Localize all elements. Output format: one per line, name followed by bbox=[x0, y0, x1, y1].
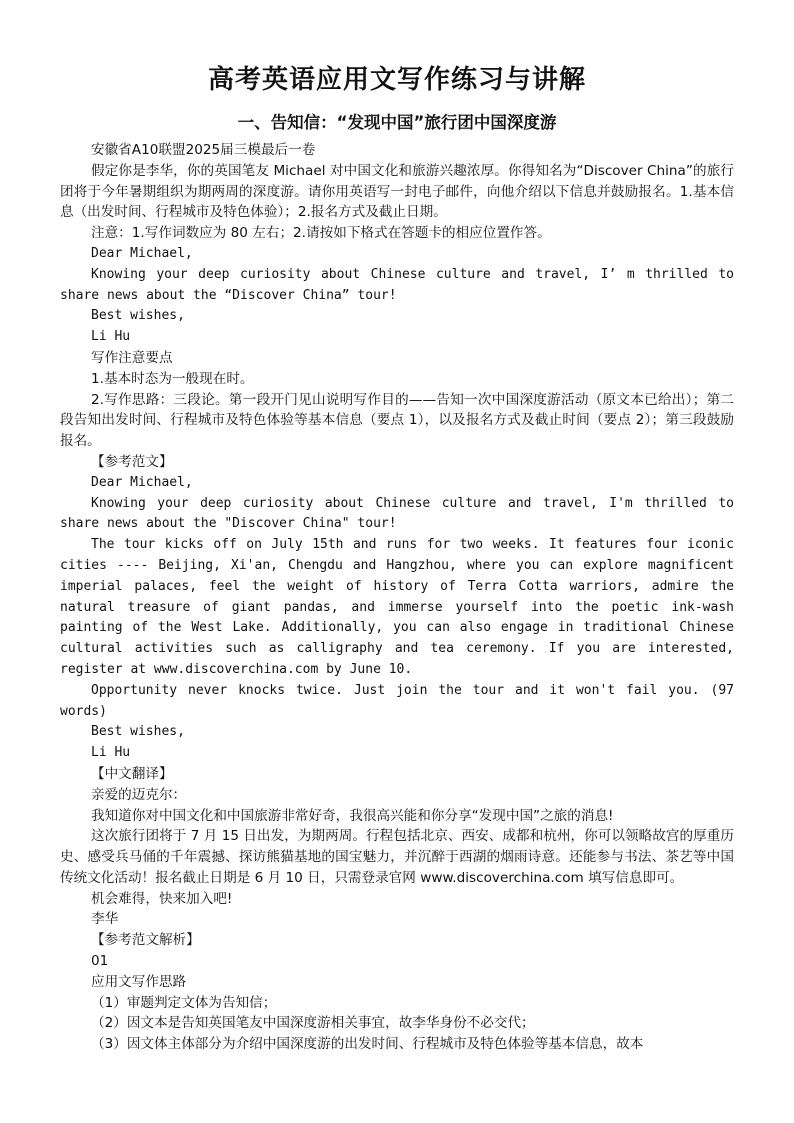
translation-signature: 李华 bbox=[91, 911, 119, 928]
translation-paragraph-3: 机会难得，快来加入吧! bbox=[91, 890, 233, 907]
document-page bbox=[60, 62, 734, 1055]
sample-paragraph-1: Knowing your deep curiosity about Chinese culture and travel, I'm thrilled to share news about the "Discover China" tour! bbox=[60, 495, 734, 532]
section-subtitle: 一、告知信：“发现中国”旅行团中国深度游 bbox=[237, 113, 557, 132]
analysis-item-3: （3）因文体主体部分为介绍中国深度游的出发时间、行程城市及特色体验等基本信息，故本 bbox=[91, 1036, 644, 1053]
analysis-item-1: （1）审题判定文体为告知信； bbox=[91, 994, 277, 1011]
sample-signature: Li Hu bbox=[91, 745, 131, 761]
analysis-item-2: （2）因文本是告知英国笔友中国深度游相关事宜，故李华身份不必交代； bbox=[91, 1015, 535, 1032]
format-greeting: Dear Michael, bbox=[91, 245, 193, 261]
sample-heading: 【参考范文】 bbox=[91, 453, 173, 470]
tips-point-2: 2.写作思路：三段论。第一段开门见山说明写作目的——告知一次中国深度游活动（原文本已给出）；第二段告知出发时间、行程城市及特色体验等基本信息（要点 1），以及报名方式及截止时间（要点 2）；第三段鼓励报名。 bbox=[60, 391, 734, 450]
analysis-subheading: 应用文写作思路 bbox=[91, 973, 187, 990]
sample-paragraph-2: The tour kicks off on July 15th and runs for two weeks. It features four iconic cities ---- Beijing, Xi'an, Chengdu and Hangzhou, where you can explore magnificent imperial palaces, feel the weight of history of Terra Cotta warriors, admire the natural treasure of giant pandas, and immerse yourself into the poetic ink-wash painting of the West Lake. Additionally, you can also engage in traditional Chinese cultural activities such as calligraphy and tea ceremony. If you are interested, register at www.discoverchina.com by June 10. bbox=[60, 537, 734, 677]
tips-point-1: 1.基本时态为一般现在时。 bbox=[91, 370, 254, 387]
document-title: 高考英语应用文写作练习与讲解 bbox=[207, 65, 586, 95]
format-closing: Best wishes, bbox=[91, 308, 185, 324]
format-opening: Knowing your deep curiosity about Chinese culture and travel, I’ m thrilled to share news about the “Discover China” tour! bbox=[60, 266, 734, 303]
analysis-number: 01 bbox=[91, 953, 109, 970]
translation-heading: 【中文翻译】 bbox=[91, 765, 173, 782]
source-line: 安徽省A10联盟2025届三模最后一卷 bbox=[91, 142, 316, 158]
translation-paragraph-2: 这次旅行团将于 7 月 15 日出发，为期两周。行程包括北京、西安、成都和杭州，你可以领略故宫的厚重历史、感受兵马俑的千年震撼、探访熊猫基地的国宝魅力，并沉醉于西湖的烟雨诗意。还能参与书法、茶艺等中国传统文化活动！报名截止日期是 6 月 10 日，只需登录官网 www.discoverchina.com 填写信息即可。 bbox=[60, 828, 734, 886]
translation-greeting: 亲爱的迈克尔： bbox=[91, 786, 187, 803]
task-note: 注意：1.写作词数应为 80 左右；2.请按如下格式在答题卡的相应位置作答。 bbox=[91, 225, 551, 242]
format-signature: Li Hu bbox=[91, 329, 131, 345]
task-description: 假定你是李华，你的英国笔友 Michael 对中国文化和旅游兴趣浓厚。你得知名为“Discover China”的旅行团将于今年暑期组织为期两周的深度游。请你用英语写一封电子邮件，向他介绍以下信息并鼓励报名。1.基本信息（出发时间、行程城市及特色体验）；2.报名方式及截止日期。 bbox=[60, 162, 734, 221]
sample-closing: Best wishes, bbox=[91, 724, 185, 740]
sample-greeting: Dear Michael, bbox=[91, 474, 193, 490]
analysis-heading: 【参考范文解析】 bbox=[91, 932, 200, 949]
translation-paragraph-1: 我知道你对中国文化和中国旅游非常好奇，我很高兴能和你分享“发现中国”之旅的消息! bbox=[91, 807, 614, 824]
sample-paragraph-3: Opportunity never knocks twice. Just join the tour and it won't fail you. (97 words) bbox=[60, 682, 734, 719]
tips-heading: 写作注意要点 bbox=[91, 349, 173, 366]
